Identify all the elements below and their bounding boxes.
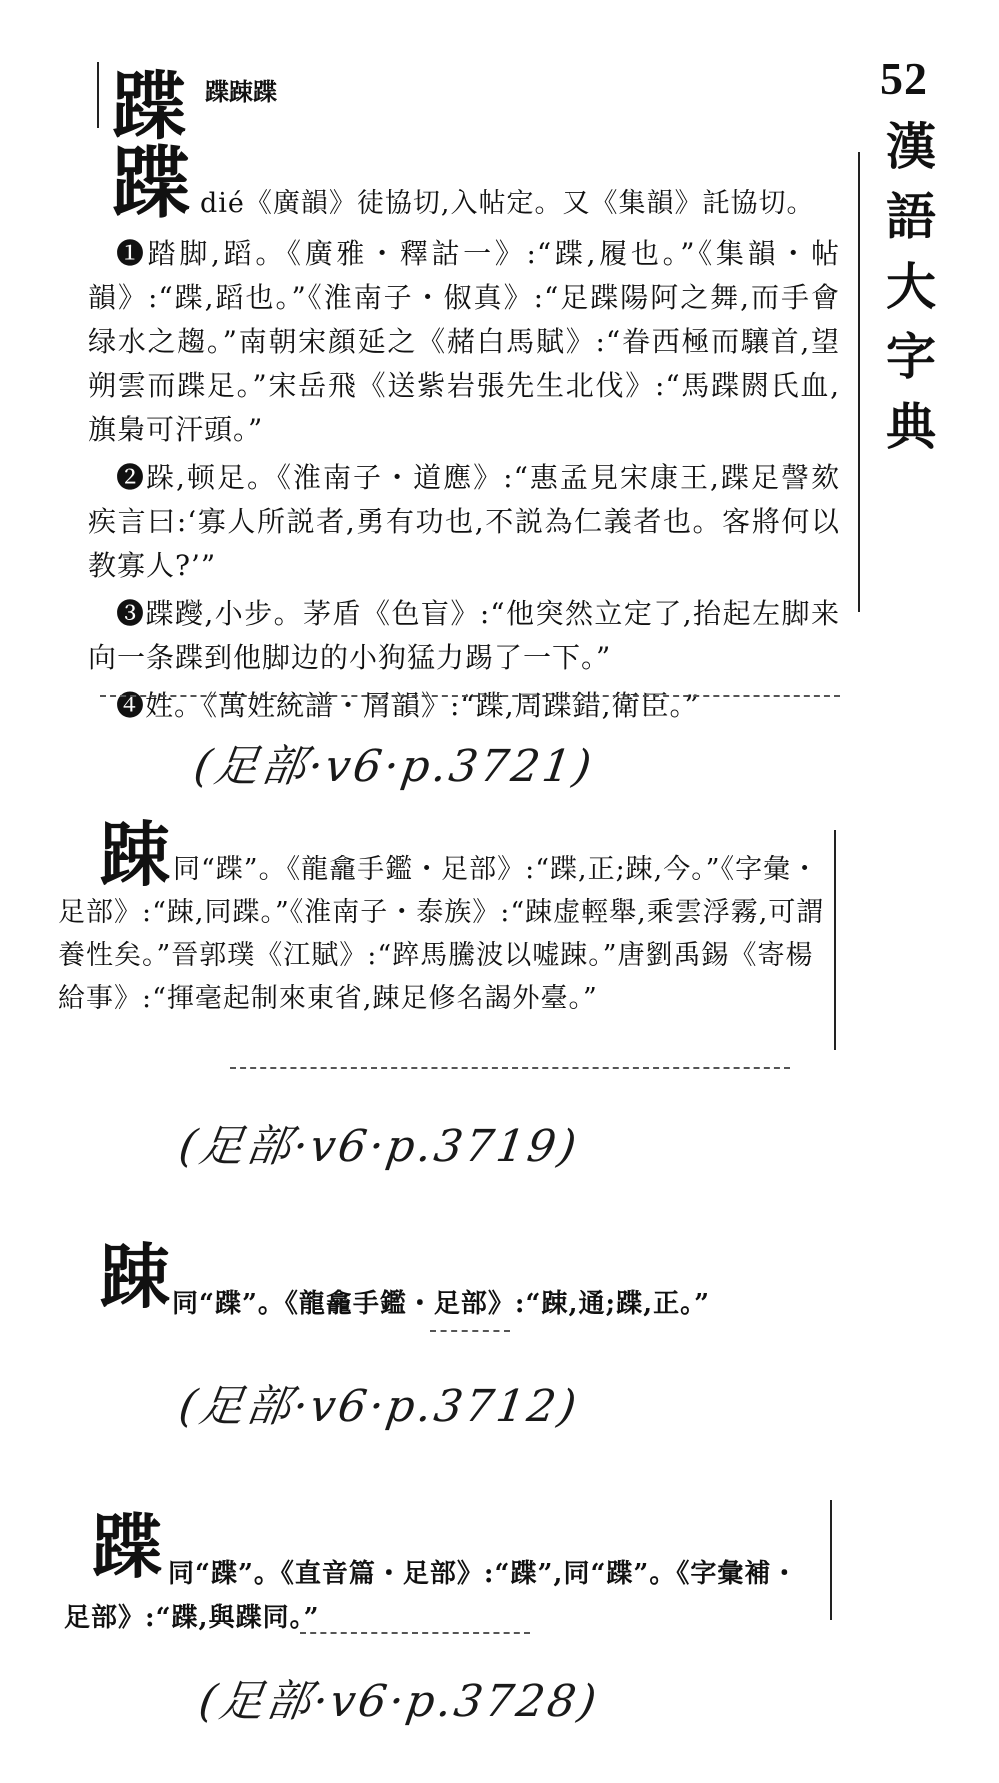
entry1-variants: 蹀踈蹀 — [205, 77, 277, 106]
entry3-head: 踈 — [100, 1235, 170, 1318]
entry4-handwritten-ref: (足部·v6·p.3728) — [195, 1676, 603, 1727]
entry1-definition-1: ❶踏脚,蹈。《廣雅・釋詁一》:“蹀,履也。”《集韻・帖韻》:“蹀,蹈也。”《淮南子・俶真》:“足蹀陽阿之舞,而手會绿水之趨。”南朝宋顔延之《赭白馬賦》:“眷西極而驤首,望朔雲而蹀足。”宋岳飛《送紫岩張先生北伐》:“馬蹀閼氏血,旗梟可汗頭。” — [88, 237, 840, 446]
entry1-cut-line — [100, 695, 840, 698]
entry2-right-rule — [834, 830, 836, 1050]
entry2-body: 同“蹀”。《龍龕手鑑・足部》:“蹀,正;踈,今。”《字彙・足部》:“踈,同蹀。”《淮南子・泰族》:“踈虚輕舉,乘雲浮霧,可謂養性矣。”晉郭璞《江賦》:“踤馬騰波以嘘踈。”唐劉禹錫《寄楊給事》:“揮毫起制來東省,踈足修名謁外臺。” — [58, 854, 825, 1014]
entry4-body: 同“蹀”。《直音篇・足部》:“蹀”,同“蹀”。《字彙補・足部》:“蹀,與蹀同。” — [64, 1559, 799, 1633]
entry3-body: 同“蹀”。《龍龕手鑑・足部》:“踈,通;蹀,正。” — [172, 1289, 711, 1319]
entry1-pronunciation: dié《廣韻》徒協切,入帖定。又《集韻》託協切。 — [200, 188, 815, 219]
entry4-head: 蹀 — [92, 1505, 162, 1588]
entry2-head: 踈 — [100, 813, 170, 896]
entry2-cut-line — [230, 1067, 790, 1070]
dictionary-title — [882, 112, 940, 462]
title-char: 大 — [886, 257, 936, 316]
entry1-definition-2: ❷跺,顿足。《淮南子・道應》:“惠孟見宋康王,蹀足謦欬疾言曰:‘寡人所説者,勇有功也,不説為仁義者也。客將何以教寡人?’” — [88, 461, 840, 582]
title-char: 字 — [886, 327, 936, 386]
entry1-head-main: 蹀 — [112, 138, 191, 229]
title-char: 語 — [886, 187, 936, 246]
entry1-body — [88, 182, 840, 732]
title-char: 漢 — [886, 117, 936, 176]
title-char: 典 — [886, 397, 936, 456]
entry1-head-top: 蹀 — [112, 64, 186, 150]
entry4-cut-line — [300, 1632, 530, 1635]
entry3-cut-line — [430, 1330, 510, 1333]
entry1-left-rule — [97, 62, 99, 128]
entry1-definition-4: ❹姓。《萬姓統譜・屑韻》:“蹀,周蹀錯,衛臣。” — [116, 689, 700, 722]
entry3-handwritten-ref: (足部·v6·p.3712) — [175, 1381, 583, 1432]
entry1-definition-3: ❸蹀躞,小步。茅盾《色盲》:“他突然立定了,抬起左脚来向一条蹀到他脚边的小狗猛力踢了一下。” — [88, 597, 840, 674]
entry2-handwritten-ref: (足部·v6·p.3719) — [175, 1121, 583, 1172]
entry1-handwritten-ref: (足部·v6·p.3721) — [190, 741, 598, 792]
page-number: 52 — [880, 53, 928, 104]
sidebar-divider-line — [858, 152, 860, 612]
entry4-right-rule — [830, 1500, 832, 1620]
